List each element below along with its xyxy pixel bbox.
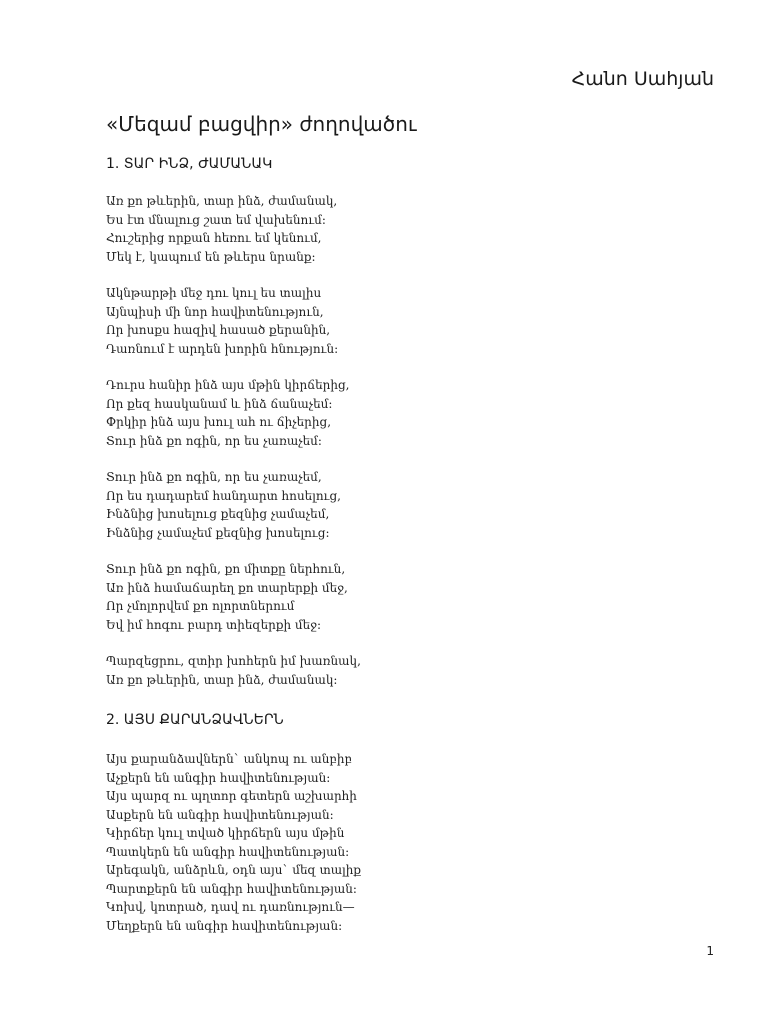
poem-line: Մեղքերն են անգիր հավիտենության: <box>106 918 343 933</box>
section-heading-2: 2. ԱՅՍ ՔԱՐԱՆՁԱՎՆԵՐՆ <box>106 712 284 728</box>
author-name: Հանո Սահյան <box>571 68 714 90</box>
poem-line: Պատկերն են անգիր հավիտենության: <box>106 844 350 859</box>
poem-line: Այս պարզ ու պղտոր գետերն աշխարհի <box>106 789 357 803</box>
poem-line: Պարզեցրու, զտիր խոհերն իմ խառնակ, <box>106 654 361 668</box>
stanza <box>106 750 361 935</box>
poem-line: Կոխվ, կոտրած, դավ ու դառնություն— <box>106 900 355 914</box>
poem-line: Առ քո թևերին, տար ինձ, ժամանակ, <box>106 194 338 208</box>
poem-2 <box>106 750 361 953</box>
poem-line: Տուր ինձ քո ոգին, որ ես չառաչեմ: <box>106 433 322 448</box>
poem-line: Եվ իմ հոգու բարդ տիեզերքի մեջ: <box>106 617 321 632</box>
poem-line: Մեկ է, կապում են թևերս նրանք: <box>106 249 316 264</box>
stanza <box>106 376 361 450</box>
stanza <box>106 652 361 689</box>
poem-line: Որ քեզ հասկանամ և ինձ ճանաչեմ: <box>106 396 333 411</box>
poem-line: Տուր ինձ քո ոգին, որ ես չառաչեմ, <box>106 470 322 484</box>
poem-line: Որ չմոլորվեմ քո ոլորտներում <box>106 599 295 613</box>
section-heading-1: 1. ՏԱՐ ԻՆՁ, ԺԱՄԱՆԱԿ <box>106 156 273 172</box>
poem-line: Այնպիսի մի նոր հավիտենություն, <box>106 304 324 319</box>
page-number: 1 <box>706 944 714 958</box>
poem-line: Ասքերն են անգիր հավիտենության: <box>106 807 334 822</box>
poem-line: Փրկիր ինձ այս խուլ ահ ու ճիչերից, <box>106 415 332 429</box>
poem-line: Դուրս հանիր ինձ այս մթին կիրճերից, <box>106 378 350 392</box>
stanza <box>106 560 361 634</box>
poem-line: Հուշերից որքան հեռու եմ կենում, <box>106 231 322 245</box>
poem-line: Այս քարանձավներն` անկոպ ու անբիբ <box>106 752 352 766</box>
poem-line: Դառնում է արդեն խորին հնություն: <box>106 341 339 356</box>
stanza <box>106 468 361 542</box>
stanza <box>106 284 361 358</box>
poem-line: Որ ես դադարեմ հանդարտ հոսելուց, <box>106 488 341 503</box>
collection-title: «Մեզամ բացվիր» ժողովածու <box>106 112 417 136</box>
poem-line: Արեգակն, անձրևն, օդն այս` մեզ տալիք <box>106 863 362 877</box>
poem-line: Պարտքերն են անգիր հավիտենության: <box>106 881 357 896</box>
stanza <box>106 192 361 266</box>
poem-line: Ինձնից խոսելուց քեզնից չամաչեմ, <box>106 507 330 521</box>
poem-line: Տուր ինձ քո ոգին, քո միտքը ներհուն, <box>106 562 346 576</box>
poem-line: Ես էտ մնալուց շատ եմ վախենում: <box>106 212 326 227</box>
poem-line: Առ ինձ համաճարեղ քո տարերքի մեջ, <box>106 580 348 595</box>
poem-line: Որ խոսքս հազիվ հասած քերանին, <box>106 323 331 337</box>
poem-line: Կիրճեր կուլ տված կիրճերն այս մթին <box>106 826 345 840</box>
poem-line: Ինձնից չամաչեմ քեզնից խոսելուց: <box>106 525 330 540</box>
poem-1 <box>106 192 361 707</box>
poem-line: Ակնթարթի մեջ դու կուլ ես տալիս <box>106 286 322 300</box>
poem-line: Աչքերն են անգիր հավիտենության: <box>106 770 331 785</box>
poem-line: Առ քո թևերին, տար ինձ, ժամանակ: <box>106 672 338 687</box>
